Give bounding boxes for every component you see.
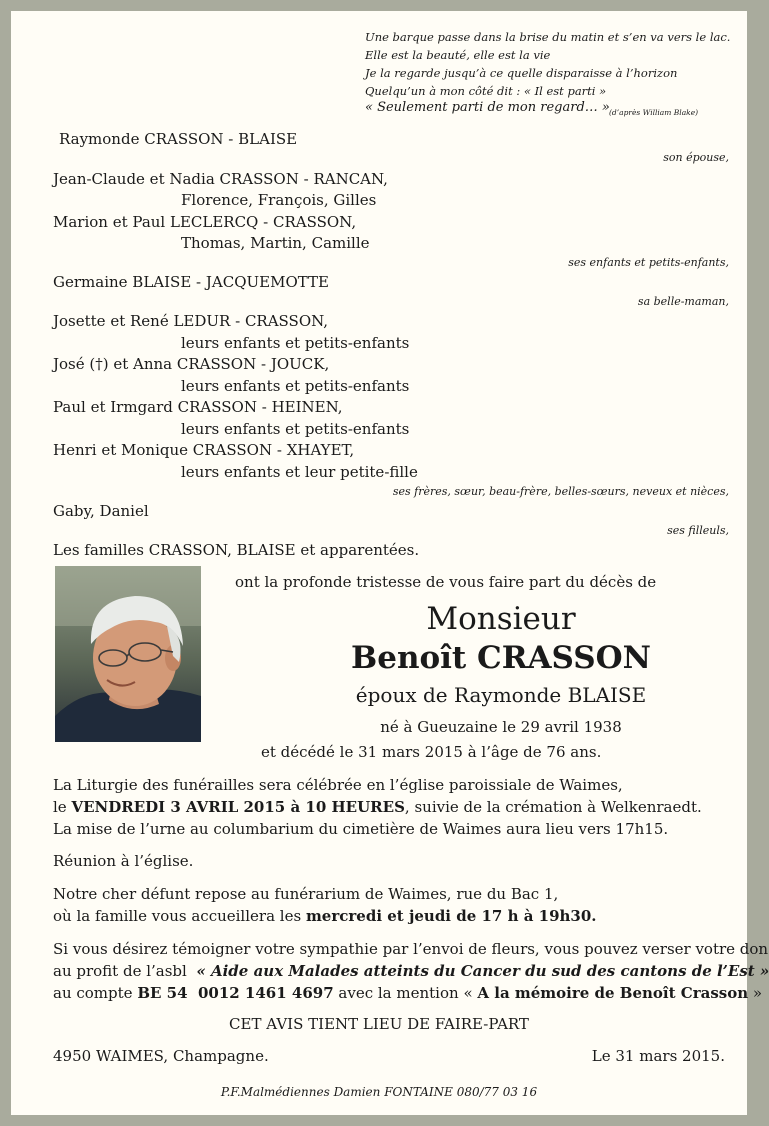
poem-line-2: Elle est la beauté, elle est la vie — [365, 48, 551, 62]
date-line: Le 31 mars 2015. — [591, 1047, 725, 1065]
notice-line: CET AVIS TIENT LIEU DE FAIRE-PART — [229, 1015, 529, 1033]
sibling-1-name: Josette et René LEDUR - CRASSON, — [53, 312, 329, 330]
deceased-spouse: époux de Raymonde BLAISE — [355, 683, 647, 707]
children-role: ses enfants et petits-enfants, — [568, 256, 729, 269]
bank-account: BE 54 0012 1461 4697 — [137, 984, 334, 1002]
rest-line-1: Notre cher défunt repose au funérarium de Waimes, rue du Bac 1, — [53, 885, 559, 903]
sibling-4-kids: leurs enfants et leur petite-fille — [181, 463, 418, 481]
child-1-name: Jean-Claude et Nadia CRASSON - RANCAN, — [53, 170, 388, 188]
flowers-line-1: Si vous désirez témoigner votre sympathie par l’envoi de fleurs, vous pouvez verser votre don — [53, 940, 769, 958]
poem-line-4: Quelqu’un à mon côté dit : « Il est parti » — [365, 84, 607, 98]
sibling-1-kids: leurs enfants et petits-enfants — [181, 334, 410, 352]
death-line: et décédé le 31 mars 2015 à l’âge de 76 ans. — [261, 743, 602, 761]
sibling-4-name: Henri et Monique CRASSON - XHAYET, — [53, 441, 355, 459]
place-line: 4950 WAIMES, Champagne. — [53, 1047, 269, 1065]
spouse-role: son épouse, — [663, 151, 729, 164]
child-2-kids: Thomas, Martin, Camille — [181, 234, 370, 252]
poem-line-3: Je la regarde jusqu’à ce quelle disparaisse à l’horizon — [365, 66, 678, 80]
charity-name: « Aide aux Malades atteints du Cancer du sud des cantons de l’Est » — [196, 962, 769, 980]
sibling-2-name: José (†) et Anna CRASSON - JOUCK, — [53, 355, 330, 373]
families-line: Les familles CRASSON, BLAISE et apparentées. — [53, 541, 420, 559]
spouse-name: Raymonde CRASSON - BLAISE — [59, 130, 298, 148]
mother-in-law-role: sa belle-maman, — [637, 295, 729, 308]
child-1-kids: Florence, François, Gilles — [181, 191, 377, 209]
deceased-name: Benoît CRASSON — [351, 640, 651, 676]
liturgy-line-2: le VENDREDI 3 AVRIL 2015 à 10 HEURES, suivie de la crémation à Welkenraedt. — [53, 798, 702, 816]
godchildren-names: Gaby, Daniel — [53, 502, 149, 520]
urn-line: La mise de l’urne au columbarium du cimetière de Waimes aura lieu vers 17h15. — [53, 820, 669, 838]
poem-line-1: Une barque passe dans la brise du matin et s’en va vers le lac. — [365, 30, 731, 44]
flowers-line-2: au profit de l’asbl « Aide aux Malades atteints du Cancer du sud des cantons de l’Est » — [53, 962, 769, 980]
funeral-home: P.F.Malmédiennes Damien FONTAINE 080/77 03 16 — [220, 1085, 538, 1099]
child-2-name: Marion et Paul LECLERCQ - CRASSON, — [53, 213, 357, 231]
flowers-line-3: au compte BE 54 0012 1461 4697 avec la mention « A la mémoire de Benoît Crasson » — [53, 984, 763, 1002]
birth-line: né à Gueuzaine le 29 avril 1938 — [380, 718, 622, 736]
godchildren-role: ses filleuls, — [667, 524, 729, 537]
sibling-3-name: Paul et Irmgard CRASSON - HEINEN, — [53, 398, 343, 416]
meeting-line: Réunion à l’église. — [53, 852, 194, 870]
poem-line-5: « Seulement parti de mon regard… » — [365, 100, 610, 115]
visiting-hours: mercredi et jeudi de 17 h à 19h30. — [305, 907, 597, 925]
poem-credit: (d’après William Blake) — [609, 108, 699, 117]
mother-in-law-name: Germaine BLAISE - JACQUEMOTTE — [53, 273, 329, 291]
sibling-3-kids: leurs enfants et petits-enfants — [181, 420, 410, 438]
rest-line-2: où la famille vous accueillera les mercredi et jeudi de 17 h à 19h30. — [53, 907, 597, 925]
siblings-role: ses frères, sœur, beau-frère, belles-sœurs, neveux et nièces, — [392, 485, 729, 498]
mention-text: A la mémoire de Benoît Crasson — [477, 984, 749, 1002]
funeral-datetime: VENDREDI 3 AVRIL 2015 à 10 HEURES — [71, 798, 405, 816]
announcement-intro: ont la profonde tristesse de vous faire part du décès de — [235, 573, 657, 591]
liturgy-line-1: La Liturgie des funérailles sera célébrée en l’église paroissiale de Waimes, — [53, 776, 623, 794]
deceased-title: Monsieur — [426, 601, 576, 637]
portrait-photo — [55, 566, 201, 742]
death-notice — [11, 11, 769, 1115]
sibling-2-kids: leurs enfants et petits-enfants — [181, 377, 410, 395]
